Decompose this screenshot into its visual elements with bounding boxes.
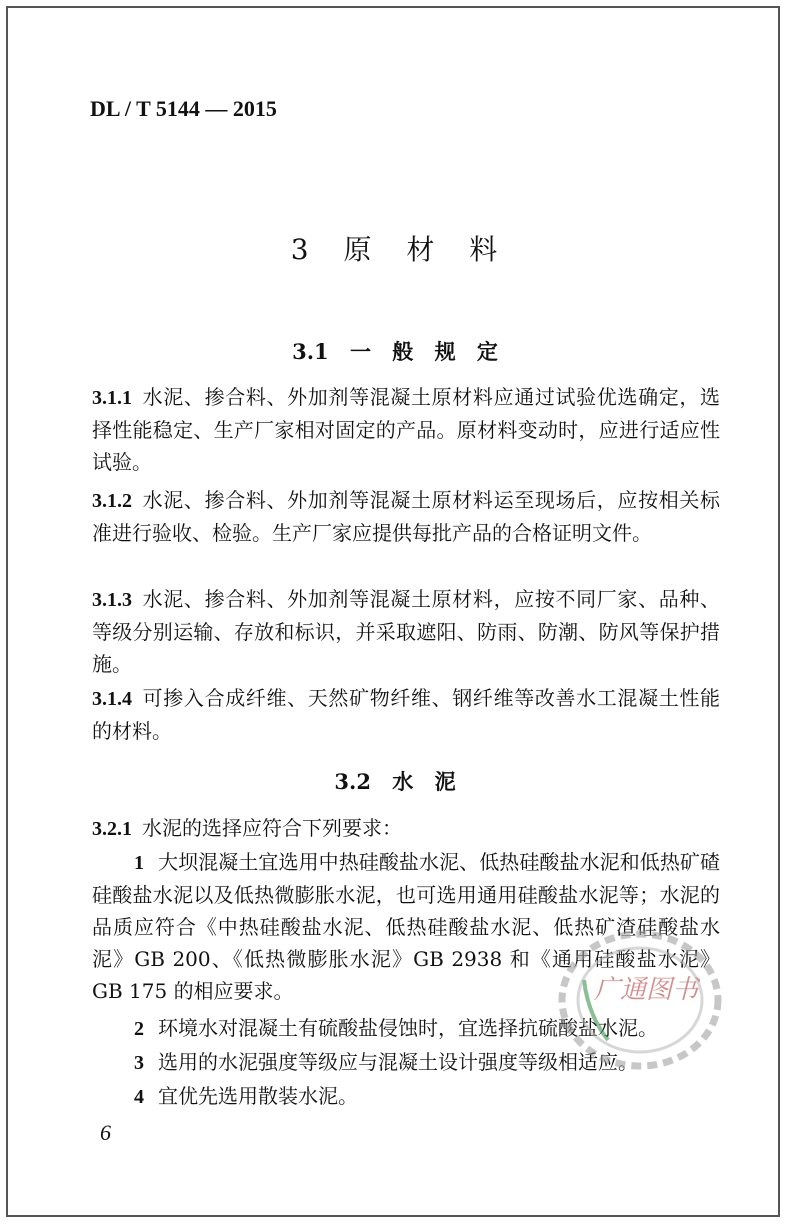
clause-number: 3.1.3 <box>92 589 132 611</box>
item-text: 宜优先选用散装水泥。 <box>158 1084 358 1108</box>
seal-lettering: 广通图书 <box>593 975 699 1005</box>
item-number: 2 <box>134 1018 144 1040</box>
clause-text: 水泥的选择应符合下列要求： <box>142 816 402 840</box>
clause-3-1-4 <box>92 682 720 747</box>
seal-stamp <box>548 920 728 1080</box>
section-title-cement: 3.2 水 泥 <box>334 769 456 794</box>
page-number: 6 <box>100 1120 111 1145</box>
item-text: 大坝混凝土宜选用中热硅酸盐水泥、低热硅酸盐水泥和低热矿碴硅酸盐水泥以及低热微膨胀水泥，也可选用通用硅酸盐水泥等；水泥的品质应符合《中热硅酸盐水泥、低热硅酸盐水泥、低热矿渣硅酸盐水泥》GB 200、《低热微膨胀水泥》GB 2938 和《通用硅酸盐水泥》GB 175 的相应要求。 <box>92 850 720 1003</box>
item-text: 选用的水泥强度等级应与混凝土设计强度等级相适应。 <box>158 1050 638 1074</box>
clause-3-2-1 <box>92 812 720 845</box>
clause-text: 水泥、掺合料、外加剂等混凝土原材料，应按不同厂家、品种、等级分别运输、存放和标识，并采取遮阳、防雨、防潮、防风等保护措施。 <box>92 587 720 676</box>
list-item <box>92 1080 720 1113</box>
item-number: 4 <box>134 1086 144 1108</box>
item-number: 3 <box>134 1052 144 1074</box>
clause-number: 3.2.1 <box>92 818 132 840</box>
standard-code: DL / T 5144 — 2015 <box>90 96 277 121</box>
chapter-title: 3 原 材 料 <box>290 233 500 266</box>
clause-3-1-1 <box>92 381 720 478</box>
item-number: 1 <box>134 852 144 874</box>
clause-3-1-3 <box>92 583 720 680</box>
item-text: 环境水对混凝土有硫酸盐侵蚀时，宜选择抗硫酸盐水泥。 <box>158 1016 658 1040</box>
clause-text: 水泥、掺合料、外加剂等混凝土原材料应通过试验优选确定，选择性能稳定、生产厂家相对固定的产品。原材料变动时，应进行适应性试验。 <box>92 385 720 474</box>
section-title-general: 3.1 一 般 规 定 <box>292 339 498 364</box>
clause-number: 3.1.1 <box>92 387 132 409</box>
clause-text: 可掺入合成纤维、天然矿物纤维、钢纤维等改善水工混凝土性能的材料。 <box>92 686 720 743</box>
clause-number: 3.1.2 <box>92 490 132 512</box>
clause-number: 3.1.4 <box>92 688 132 710</box>
clause-text: 水泥、掺合料、外加剂等混凝土原材料运至现场后，应按相关标准进行验收、检验。生产厂家应提供每批产品的合格证明文件。 <box>92 488 720 545</box>
clause-3-1-2 <box>92 484 720 549</box>
